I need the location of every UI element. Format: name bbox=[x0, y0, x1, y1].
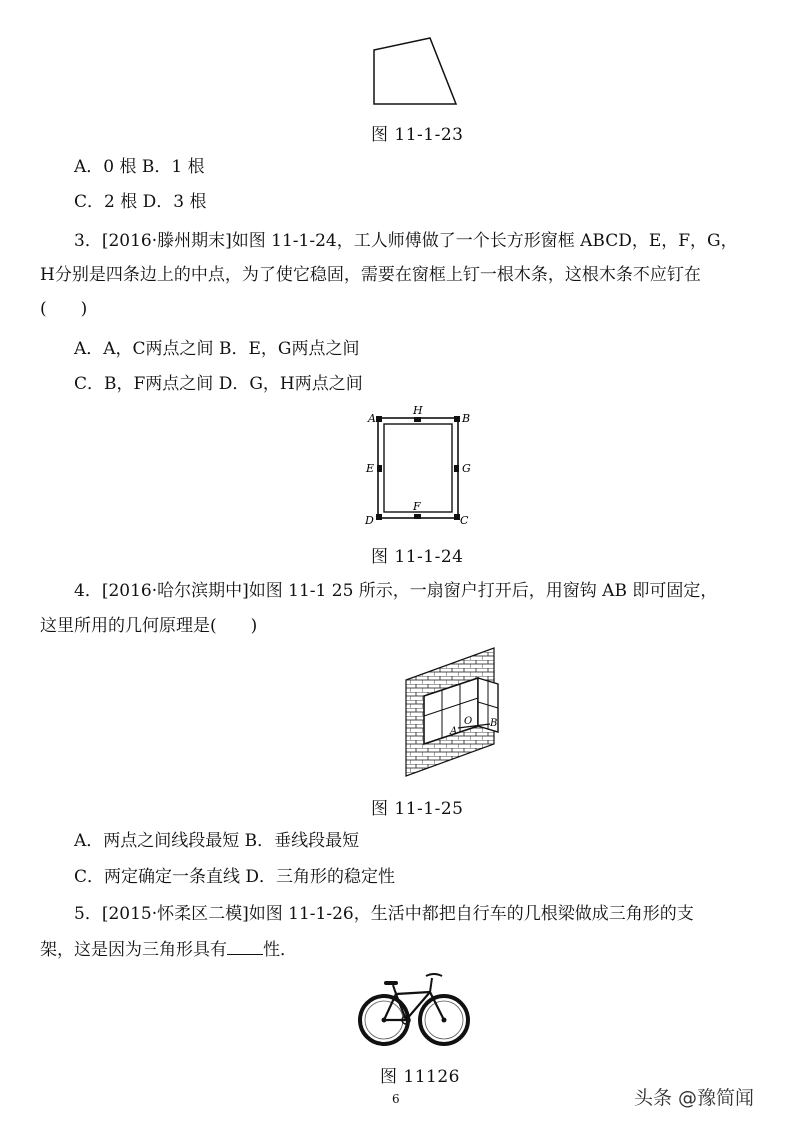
answer-blank[interactable] bbox=[227, 940, 263, 955]
q3-options-cd: C．B，F两点之间 D．G，H两点之间 bbox=[74, 374, 363, 394]
q4-options-cd: C．两定确定一条直线 D．三角形的稳定性 bbox=[74, 867, 396, 887]
q5-line-1: 5．[2015·怀柔区二模]如图 11-1-26，生活中都把自行车的几根梁做成三角形的支 bbox=[74, 904, 694, 924]
label-A: A bbox=[450, 726, 458, 737]
figure-11-1-26-caption: 图 11126 bbox=[380, 1067, 460, 1087]
label-H: H bbox=[413, 404, 423, 417]
q2-options-ab: A．0 根 B．1 根 bbox=[74, 157, 205, 177]
q2-options-cd: C．2 根 D．3 根 bbox=[74, 192, 207, 212]
figure-11-1-25-window-wall bbox=[398, 644, 522, 784]
label-O: O bbox=[464, 716, 473, 727]
q3-line-1: 3．[2016·滕州期末]如图 11-1-24，工人师傅做了一个长方形窗框 ABCD，E，F，G， bbox=[74, 231, 738, 251]
label-B: B bbox=[490, 718, 498, 729]
q5-line-2 bbox=[40, 938, 297, 962]
watermark-text: 头条 @豫简闻 bbox=[634, 1087, 755, 1109]
label-A: A bbox=[368, 412, 376, 425]
q3-line-2: H分别是四条边上的中点，为了使它稳固，需要在窗框上钉一根木条，这根木条不应钉在 bbox=[40, 265, 701, 285]
q3-line-3: ( ) bbox=[40, 299, 88, 319]
label-G: G bbox=[462, 462, 471, 475]
q5-line-2-end: 性． bbox=[263, 940, 297, 960]
figure-11-1-26-bicycle bbox=[356, 968, 472, 1052]
label-F: F bbox=[413, 500, 421, 513]
label-D: D bbox=[365, 514, 374, 527]
q4-line-1: 4．[2016·哈尔滨期中]如图 11-1 25 所示，一扇窗户打开后，用窗钩 AB 即可固定， bbox=[74, 581, 718, 601]
figure-11-1-23-caption: 图 11-1-23 bbox=[371, 125, 464, 145]
page-number: 6 bbox=[392, 1092, 400, 1106]
figure-11-1-24-window-frame bbox=[360, 402, 475, 532]
label-C: C bbox=[460, 514, 469, 527]
q5-line-2-start: 架，这是因为三角形具有 bbox=[40, 940, 227, 960]
label-B: B bbox=[462, 412, 471, 425]
figure-11-1-25-caption: 图 11-1-25 bbox=[371, 799, 464, 819]
figure-11-1-23-quadrilateral bbox=[360, 30, 470, 112]
q4-options-ab: A．两点之间线段最短 B．垂线段最短 bbox=[74, 831, 360, 851]
label-E: E bbox=[366, 462, 375, 475]
q3-options-ab: A．A，C两点之间 B．E，G两点之间 bbox=[74, 339, 360, 359]
q4-line-2: 这里所用的几何原理是( ) bbox=[40, 616, 258, 636]
figure-11-1-24-caption: 图 11-1-24 bbox=[371, 547, 464, 567]
